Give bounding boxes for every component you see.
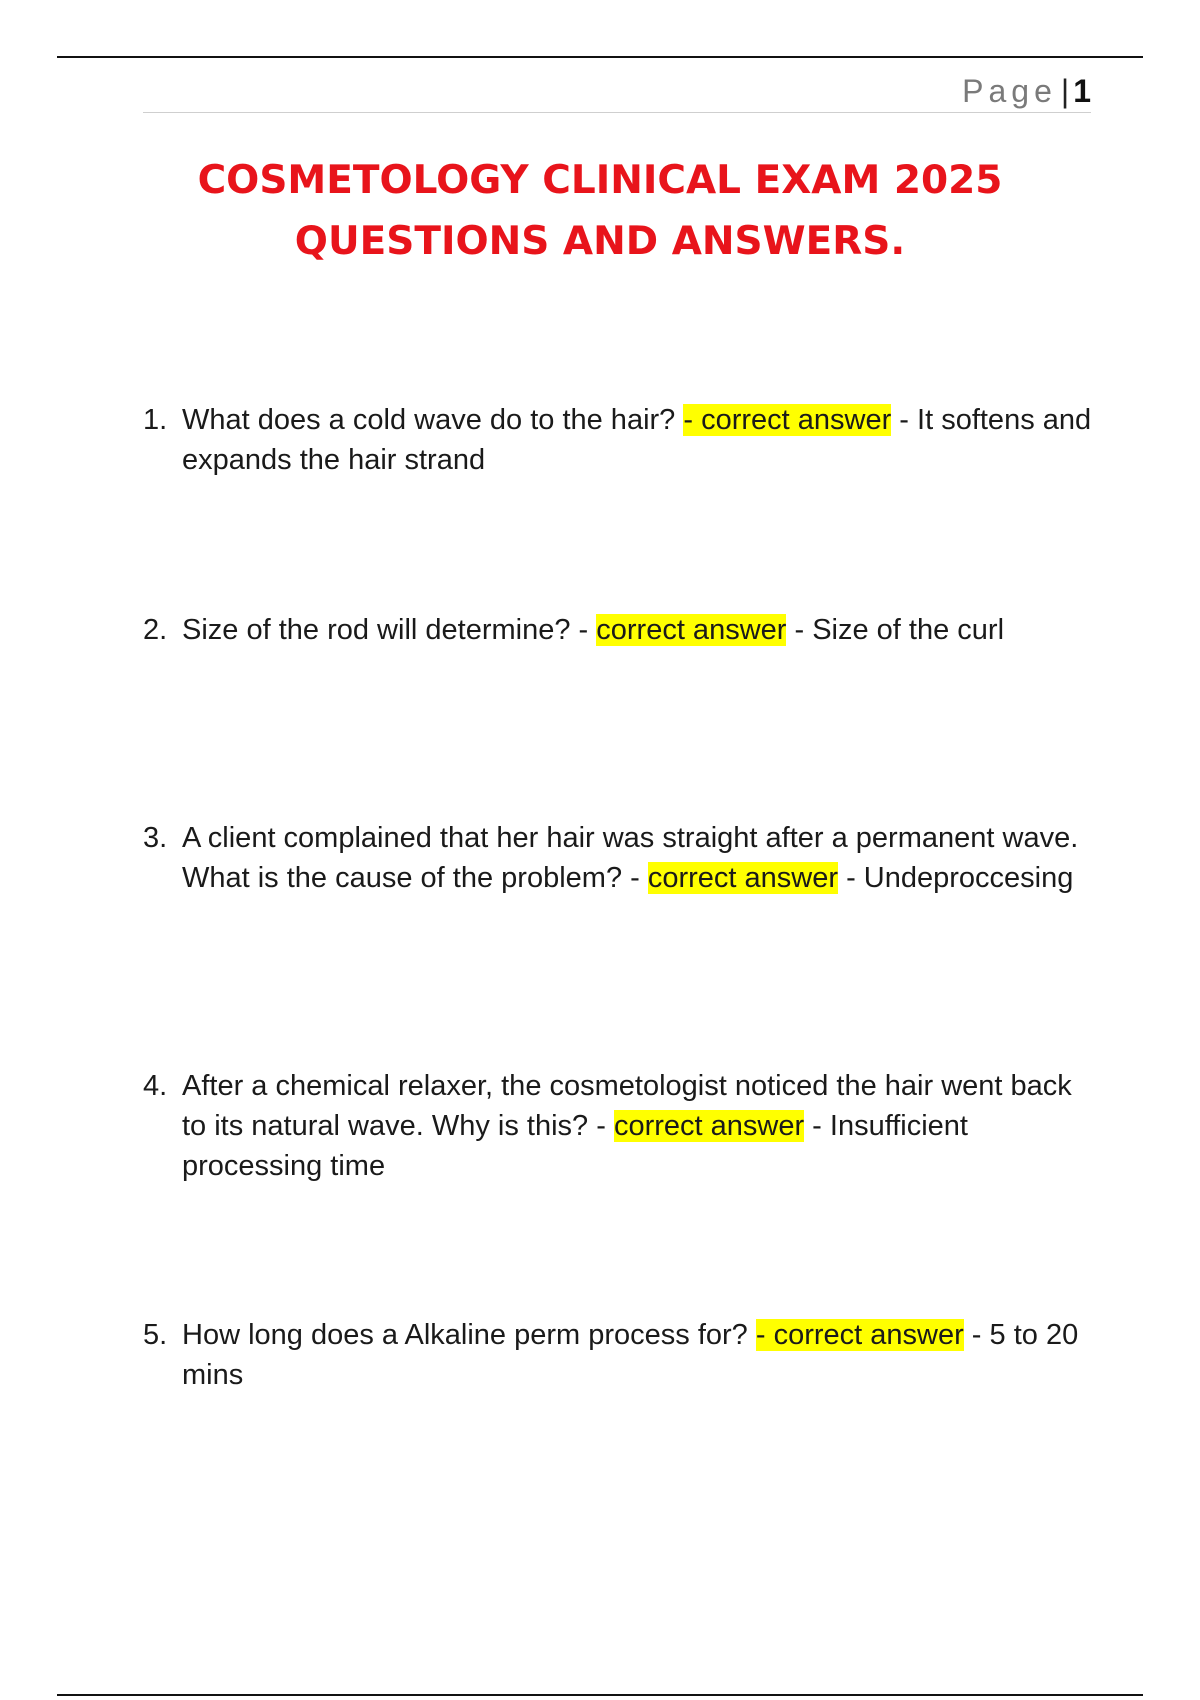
- question-number: 4.: [143, 1070, 168, 1102]
- document-title-line-2: QUESTIONS AND ANSWERS.: [294, 219, 906, 264]
- page-number: 1: [1073, 73, 1091, 109]
- question-number: 3.: [143, 822, 168, 854]
- question-item-5: [143, 1315, 1093, 1395]
- answer-text: - Insufficient processing time: [182, 1110, 968, 1182]
- question-number: 1.: [143, 404, 168, 436]
- question-text: How long does a Alkaline perm process for?: [182, 1319, 756, 1351]
- bottom-page-rule: [57, 1694, 1143, 1696]
- document-title-line-1: COSMETOLOGY CLINICAL EXAM 2025: [197, 158, 1003, 203]
- document-title: [100, 150, 1100, 272]
- answer-text: - It softens and expands the hair strand: [182, 404, 1092, 476]
- answer-highlight: correct answer: [647, 862, 839, 894]
- question-text: After a chemical relaxer, the cosmetologist noticed the hair went back to its natural wave. Why is this? -: [182, 1070, 1072, 1142]
- question-item-2: [143, 610, 1093, 650]
- question-text: Size of the rod will determine? -: [182, 614, 597, 646]
- answer-highlight: correct answer: [596, 614, 787, 646]
- answer-text: - 5 to 20 mins: [182, 1319, 1079, 1391]
- answer-text: - Undeproccesing: [838, 862, 1074, 894]
- question-item-4: [143, 1066, 1093, 1186]
- question-text: What does a cold wave do to the hair?: [182, 404, 684, 436]
- question-item-1: [143, 400, 1093, 480]
- page-label: Page: [962, 73, 1057, 109]
- page-header: [143, 70, 1091, 113]
- question-text-block: [182, 610, 1093, 650]
- answer-highlight: - correct answer: [683, 404, 892, 436]
- top-page-rule: [57, 56, 1143, 58]
- question-text-block: [182, 818, 1093, 898]
- answer-highlight: correct answer: [613, 1110, 805, 1142]
- answer-text: - Size of the curl: [786, 614, 1005, 646]
- question-text-block: [182, 1066, 1093, 1186]
- question-number: 5.: [143, 1319, 168, 1351]
- question-text-block: [182, 400, 1093, 480]
- answer-highlight: - correct answer: [755, 1319, 964, 1351]
- question-number: 2.: [143, 614, 168, 646]
- question-text-block: [182, 1315, 1093, 1395]
- question-text: A client complained that her hair was straight after a permanent wave. What is the cause of the problem? -: [182, 822, 1079, 894]
- question-item-3: [143, 818, 1093, 898]
- page-separator: |: [1060, 73, 1070, 109]
